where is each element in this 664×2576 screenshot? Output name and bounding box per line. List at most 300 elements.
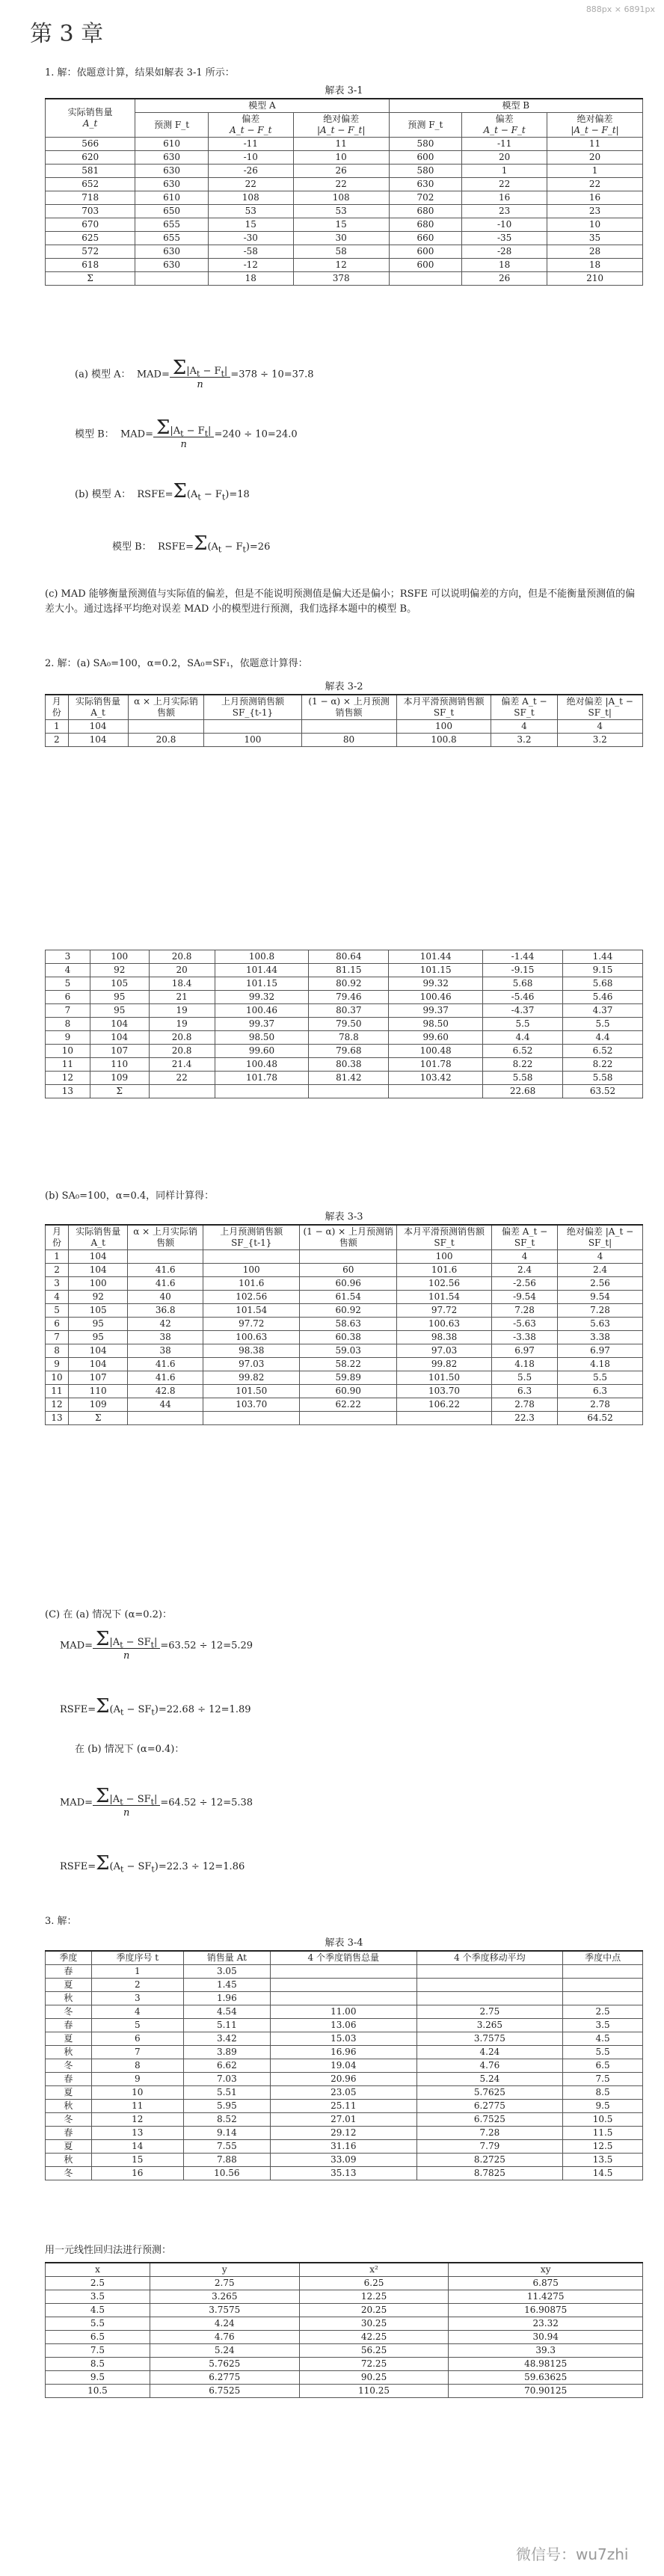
table-cell [128, 1412, 203, 1425]
table-cell: 30.94 [449, 2331, 643, 2344]
table-cell: 22 [293, 178, 389, 191]
table-cell: 99.82 [397, 1358, 492, 1371]
table-cell: 107 [69, 1371, 128, 1385]
table-cell: 103.70 [203, 1398, 300, 1412]
table-cell: 28 [547, 245, 643, 259]
table-cell: 23 [547, 205, 643, 218]
table-cell: 7.79 [416, 2140, 563, 2154]
table-row [46, 1264, 643, 1277]
regression-table-wrap [45, 2262, 643, 2398]
table-cell: 101.50 [203, 1385, 300, 1398]
table-cell: 15 [293, 218, 389, 232]
table-row [46, 2032, 643, 2046]
table-cell: 10 [547, 218, 643, 232]
table-cell: 99.82 [203, 1371, 300, 1385]
column-header: 季度序号 t [91, 1951, 183, 1965]
table-cell: 101.54 [203, 1304, 300, 1318]
table-3-2-header [46, 695, 643, 720]
table-row [46, 720, 643, 734]
table-row [46, 2371, 643, 2385]
table-cell: 3.2 [491, 734, 557, 747]
table-row [46, 1291, 643, 1304]
table-row [46, 991, 643, 1004]
table-cell: 19.04 [270, 2059, 416, 2073]
table-3-2-cont [45, 950, 643, 1098]
table-cell: 8 [46, 1018, 90, 1031]
table-cell [135, 272, 209, 286]
s3-table-wrap [45, 1933, 643, 2180]
table-cell: 9.15 [563, 964, 643, 977]
table-cell: 64.52 [558, 1412, 643, 1425]
column-header: 季度中点 [563, 1951, 643, 1965]
table-cell: 100 [90, 950, 149, 964]
table-cell [204, 720, 301, 734]
table-cell: 104 [69, 1250, 128, 1264]
table-cell: 6.7525 [150, 2385, 299, 2398]
table-cell: 3.89 [183, 2046, 270, 2059]
table-cell: 16.96 [270, 2046, 416, 2059]
table-cell: 18 [208, 272, 293, 286]
table-row [46, 964, 643, 977]
table-cell: 1 [46, 720, 69, 734]
table-cell: 72.25 [299, 2358, 449, 2371]
table-cell: -26 [208, 165, 293, 178]
table-cell: 100 [204, 734, 301, 747]
table-cell: 5.51 [183, 2086, 270, 2100]
table-cell: 6.7525 [416, 2113, 563, 2127]
table-cell: 630 [135, 178, 209, 191]
table-row [46, 1965, 643, 1979]
column-header: (1 − α) × 上月预测销售额 [301, 695, 396, 720]
table-cell: 100.63 [203, 1331, 300, 1344]
table-cell [563, 1979, 643, 1992]
table-cell: 110 [69, 1385, 128, 1398]
table-cell: 秋 [46, 2154, 92, 2167]
table-cell: 104 [69, 1358, 128, 1371]
table-cell: 6.52 [563, 1045, 643, 1058]
regression-table [45, 2262, 643, 2398]
table-cell: 10 [91, 2086, 183, 2100]
column-header: 绝对偏差 |A_t − SF_t| [558, 1225, 643, 1250]
s2-intro: 2. 解：(a) SA₀=100，α=0.2，SA₀=SF₁，依题意计算得： [45, 658, 308, 669]
table-cell: 15 [208, 218, 293, 232]
table-cell [128, 720, 204, 734]
table-cell: 1 [91, 1965, 183, 1979]
table-cell: 60.96 [300, 1277, 397, 1291]
formula-rsfe-alpha02: $RSFE=\Sigma(A_t - SF_t)=22.68 \div 12=1.89$ [60, 1695, 251, 1718]
table-cell: 10 [293, 151, 389, 165]
column-header: 偏差 A_t − SF_t [492, 1225, 558, 1250]
table-row [46, 1304, 643, 1318]
table-cell: 22 [462, 178, 547, 191]
table-row [46, 138, 643, 151]
table-cell: 618 [46, 259, 135, 272]
table-cell: 630 [135, 245, 209, 259]
table-cell: 8.5 [46, 2358, 150, 2371]
table-cell: 11 [293, 138, 389, 151]
table-cell: 108 [293, 191, 389, 205]
table-3-2-top-body [46, 720, 643, 747]
table-cell: 48.98125 [449, 2358, 643, 2371]
table-cell: 38 [128, 1344, 203, 1358]
table-row [46, 2019, 643, 2032]
table-cell: 100.48 [215, 1058, 309, 1072]
table-row [46, 1318, 643, 1331]
table-cell: 11.00 [270, 2005, 416, 2019]
table-3-3-body [46, 1250, 643, 1425]
table-cell: 41.6 [128, 1358, 203, 1371]
s1-caption: 解表 3-1 [325, 85, 363, 96]
s3-3-caption: 解表 3-3 [325, 1211, 363, 1223]
table-cell: 2.75 [416, 2005, 563, 2019]
table-cell: 11 [547, 138, 643, 151]
table-cell: 11.4275 [449, 2290, 643, 2304]
table-cell: 109 [90, 1072, 149, 1085]
table-cell: 78.8 [309, 1031, 389, 1045]
table-cell: 3.05 [183, 1965, 270, 1979]
table-cell: 109 [69, 1398, 128, 1412]
table-cell: 5.5 [492, 1371, 558, 1385]
table-3-3-header [46, 1225, 643, 1250]
table-cell: 59.89 [300, 1371, 397, 1385]
table-cell: 春 [46, 2019, 92, 2032]
table-cell: 7 [46, 1331, 69, 1344]
table-cell: 56.25 [299, 2344, 449, 2358]
table-cell: 夏 [46, 2032, 92, 2046]
table-cell: -2.56 [492, 1277, 558, 1291]
table-cell: 10.5 [46, 2385, 150, 2398]
table-cell: 13 [91, 2127, 183, 2140]
table-cell: 104 [69, 1264, 128, 1277]
table-cell: 12.5 [563, 2140, 643, 2154]
table-cell: -35 [462, 232, 547, 245]
table-cell: 13.5 [563, 2154, 643, 2167]
table-cell [300, 1412, 397, 1425]
table-cell [416, 1992, 563, 2005]
table-cell: 101.78 [215, 1072, 309, 1085]
table-cell: 5.95 [183, 2100, 270, 2113]
table-cell: 105 [69, 1304, 128, 1318]
table-cell: 60.38 [300, 1331, 397, 1344]
table-row [46, 1072, 643, 1085]
table-cell [215, 1085, 309, 1098]
table-cell: 702 [389, 191, 462, 205]
table-row [46, 1371, 643, 1385]
table-cell: 1 [462, 165, 547, 178]
table-cell: 20.25 [299, 2304, 449, 2317]
table-cell: 53 [208, 205, 293, 218]
table-cell: 9 [91, 2073, 183, 2086]
column-header: 季度 [46, 1951, 92, 1965]
s3-intro: 3. 解： [45, 1916, 77, 1927]
column-header: α × 上月实际销售额 [128, 695, 204, 720]
table-cell: 22 [208, 178, 293, 191]
table-cell: 秋 [46, 1992, 92, 2005]
table-cell: 630 [135, 151, 209, 165]
table-cell: 103.70 [397, 1385, 492, 1398]
table-cell: 40 [128, 1291, 203, 1304]
table-row [46, 1277, 643, 1291]
table-cell: 18 [462, 259, 547, 272]
table-cell [309, 1085, 389, 1098]
table-cell: Σ [46, 272, 135, 286]
table-cell: 4.54 [183, 2005, 270, 2019]
table-cell: 703 [46, 205, 135, 218]
s2-caption: 解表 3-2 [325, 681, 363, 692]
table-cell: 4.5 [563, 2032, 643, 2046]
table-cell: 5.24 [150, 2344, 299, 2358]
table-cell: 8.22 [483, 1058, 563, 1072]
table-cell: 12 [293, 259, 389, 272]
table-cell: 6 [46, 991, 90, 1004]
table-cell: 夏 [46, 2086, 92, 2100]
column-header: 4 个季度销售总量 [270, 1951, 416, 1965]
column-header: 4 个季度移动平均 [416, 1951, 563, 1965]
table-cell: -58 [208, 245, 293, 259]
table-row [46, 272, 643, 286]
table-cell: -1.44 [483, 950, 563, 964]
table-cell: 42.8 [128, 1385, 203, 1398]
column-header: y [150, 2263, 299, 2277]
table-cell: 566 [46, 138, 135, 151]
table-cell: 106.22 [397, 1398, 492, 1412]
s1-intro: 1. 解：依题意计算，结果如解表 3-1 所示： [45, 67, 235, 79]
table-row [46, 2277, 643, 2290]
table-cell: 44 [128, 1398, 203, 1412]
table-cell: 101.44 [215, 964, 309, 977]
table-cell: 3.5 [563, 2019, 643, 2032]
table-cell: 80.64 [309, 950, 389, 964]
s2-c-intro: (C) 在 (a) 情况下 (α=0.2)： [45, 1609, 173, 1620]
table-cell: 90.25 [299, 2371, 449, 2385]
table-cell: 60.92 [300, 1304, 397, 1318]
table-cell: 210 [547, 272, 643, 286]
table-cell: 5.58 [483, 1072, 563, 1085]
column-header: 实际销售量 A_t [68, 695, 128, 720]
table-cell: 2 [46, 1264, 69, 1277]
table-cell: 春 [46, 2127, 92, 2140]
table-row [46, 1358, 643, 1371]
table-cell: 60.90 [300, 1385, 397, 1398]
table-cell: 6.5 [563, 2059, 643, 2073]
table-cell: 97.72 [397, 1304, 492, 1318]
table-cell: 680 [389, 205, 462, 218]
table-cell: 冬 [46, 2059, 92, 2073]
table-cell: 4 [46, 964, 90, 977]
column-header: (1 − α) × 上月预测销售额 [300, 1225, 397, 1250]
table-row [46, 977, 643, 991]
table-cell: 4 [557, 720, 643, 734]
table-cell: 99.32 [215, 991, 309, 1004]
table-cell: 3.5 [46, 2290, 150, 2304]
table-cell: 6.97 [558, 1344, 643, 1358]
table-row [46, 1398, 643, 1412]
table-cell: 1 [547, 165, 643, 178]
table-cell: 9.14 [183, 2127, 270, 2140]
table-cell: 110.25 [299, 2385, 449, 2398]
th-a-absdev: 绝对偏差 |A_t − F_t| [293, 113, 389, 138]
table-row [46, 2100, 643, 2113]
table-cell: 110 [90, 1058, 149, 1072]
column-header: 绝对偏差 |A_t − SF_t| [557, 695, 643, 720]
s2-b-intro: (b) SA₀=100，α=0.4，同样计算得： [45, 1190, 215, 1202]
table-cell: 20.8 [128, 734, 204, 747]
table-cell: 610 [135, 191, 209, 205]
table-cell: 5.5 [46, 2317, 150, 2331]
regression-body [46, 2277, 643, 2398]
formula-rsfe-a: (b) 模型 A： $RSFE=\Sigma(A_t - F_t)=18$ [75, 480, 250, 502]
table-cell: 5.5 [563, 2046, 643, 2059]
table-cell: 97.72 [203, 1318, 300, 1331]
table-cell: 4.37 [563, 1004, 643, 1018]
table-cell: 5 [91, 2019, 183, 2032]
table-cell: 13 [46, 1085, 90, 1098]
table-cell: 8 [91, 2059, 183, 2073]
table-cell: 7 [91, 2046, 183, 2059]
table-row [46, 165, 643, 178]
table-cell: 99.37 [389, 1004, 483, 1018]
formula-mad-alpha02: $MAD=\frac{\Sigma|A_t - SF_t|}{n}=63.52 \div 12=5.29$ [60, 1628, 253, 1662]
table-cell: 30.25 [299, 2317, 449, 2331]
table-cell: 16.90875 [449, 2304, 643, 2317]
table-cell: 4.24 [416, 2046, 563, 2059]
column-header: 本月平滑预测销售额 SF_t [397, 1225, 492, 1250]
table-cell: 42 [128, 1318, 203, 1331]
table-cell: 79.68 [309, 1045, 389, 1058]
table-cell: 101.54 [397, 1291, 492, 1304]
table-cell: 14 [91, 2140, 183, 2154]
table-cell: 95 [69, 1318, 128, 1331]
table-cell: 4.76 [150, 2331, 299, 2344]
table-cell [389, 1085, 483, 1098]
table-cell: -9.15 [483, 964, 563, 977]
table-cell: 652 [46, 178, 135, 191]
formula-mad-alpha04: $MAD=\frac{\Sigma|A_t - SF_t|}{n}=64.52 \div 12=5.38$ [60, 1785, 253, 1819]
table-cell: 9 [46, 1031, 90, 1045]
table-row [46, 2046, 643, 2059]
table-cell: 27.01 [270, 2113, 416, 2127]
table-cell: 23 [462, 205, 547, 218]
table-cell: 80.38 [309, 1058, 389, 1072]
table-row [46, 2005, 643, 2019]
table-cell: -10 [208, 151, 293, 165]
table-cell: 33.09 [270, 2154, 416, 2167]
table-cell: 20.96 [270, 2073, 416, 2086]
table-cell: 100.46 [389, 991, 483, 1004]
table-cell: 4.76 [416, 2059, 563, 2073]
table-cell: 99.60 [389, 1031, 483, 1045]
table-cell: 97.03 [203, 1358, 300, 1371]
table-cell: 4.5 [46, 2304, 150, 2317]
th-b-absdev: 绝对偏差 |A_t − F_t| [547, 113, 643, 138]
table-cell: 100 [396, 720, 491, 734]
table-cell: 14.5 [563, 2167, 643, 2180]
table-cell: 92 [90, 964, 149, 977]
table-cell: 100 [69, 1277, 128, 1291]
table-cell: 80.37 [309, 1004, 389, 1018]
table-cell: 8.2725 [416, 2154, 563, 2167]
table-cell: 13 [46, 1412, 69, 1425]
table-cell: 春 [46, 1965, 92, 1979]
table-cell: -4.37 [483, 1004, 563, 1018]
table-cell: 10.5 [563, 2113, 643, 2127]
table-cell: 98.50 [215, 1031, 309, 1045]
table-row [46, 1058, 643, 1072]
table-cell: 6.62 [183, 2059, 270, 2073]
table-cell: 20.8 [149, 950, 215, 964]
table-cell: 581 [46, 165, 135, 178]
table-cell: 79.46 [309, 991, 389, 1004]
table-cell: 105 [90, 977, 149, 991]
table-row [46, 2358, 643, 2371]
table-cell: 5.7625 [416, 2086, 563, 2100]
table-cell: 610 [135, 138, 209, 151]
table-cell: 5 [46, 1304, 69, 1318]
table-3-4-body [46, 1965, 643, 2180]
table-cell: 3.38 [558, 1331, 643, 1344]
table-row [46, 2290, 643, 2304]
table-cell: 580 [389, 165, 462, 178]
column-header: x² [299, 2263, 449, 2277]
table-cell: 102.56 [397, 1277, 492, 1291]
th-model-b: 模型 B [389, 99, 642, 113]
table-cell: 7.03 [183, 2073, 270, 2086]
table-cell: 104 [69, 1344, 128, 1358]
table-cell: 6 [46, 1318, 69, 1331]
table-cell: 580 [389, 138, 462, 151]
table-cell: 101.15 [215, 977, 309, 991]
table-cell: Σ [69, 1412, 128, 1425]
table-cell: 20.8 [149, 1045, 215, 1058]
table-row [46, 2331, 643, 2344]
table-cell: 101.6 [397, 1264, 492, 1277]
table-cell: 3.7575 [150, 2304, 299, 2317]
table-cell: 630 [135, 259, 209, 272]
table-cell: 2 [91, 1979, 183, 1992]
table-row [46, 1018, 643, 1031]
table-cell: 4 [46, 1291, 69, 1304]
table-cell: 12.25 [299, 2290, 449, 2304]
table-cell: 7.5 [46, 2344, 150, 2358]
table-cell: 16 [462, 191, 547, 205]
table-cell: -5.46 [483, 991, 563, 1004]
table-cell: 秋 [46, 2100, 92, 2113]
table-cell: 101.78 [389, 1058, 483, 1072]
table-cell: 98.38 [203, 1344, 300, 1358]
table-row [46, 1331, 643, 1344]
s1-table-wrap [45, 81, 643, 286]
table-cell: 6.2775 [150, 2371, 299, 2385]
table-cell: 21 [149, 991, 215, 1004]
table-cell: 104 [68, 720, 128, 734]
column-header: 月份 [46, 695, 69, 720]
table-cell: 3 [46, 950, 90, 964]
table-cell: 59.63625 [449, 2371, 643, 2385]
formula-mad-a: (a) 模型 A： $MAD=\frac{\Sigma|A_t - F_t|}{n}=378 \div 10=37.8$ [75, 357, 314, 390]
table-row [46, 218, 643, 232]
table-cell: 670 [46, 218, 135, 232]
s3-3-table-wrap [45, 1207, 643, 1425]
table-cell: 30 [293, 232, 389, 245]
table-cell: 9.5 [563, 2100, 643, 2113]
table-row [46, 1412, 643, 1425]
table-cell: 19 [149, 1018, 215, 1031]
table-cell: 2.4 [492, 1264, 558, 1277]
table-cell: 61.54 [300, 1291, 397, 1304]
table-cell: 104 [90, 1018, 149, 1031]
table-cell: 31.16 [270, 2140, 416, 2154]
table-cell: 15 [91, 2154, 183, 2167]
